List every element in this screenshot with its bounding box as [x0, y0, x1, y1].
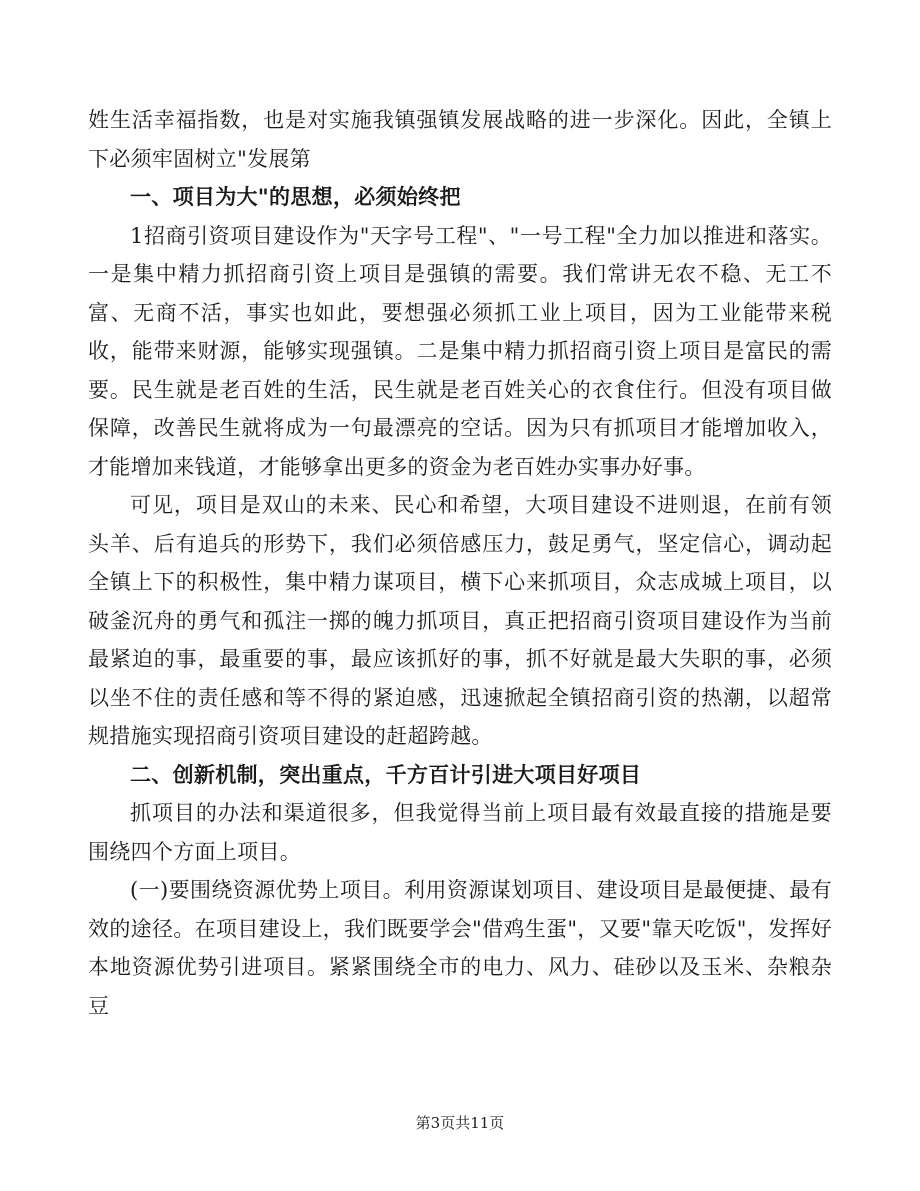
page-number-footer: 第3页共11页	[415, 1114, 505, 1132]
paragraph-project-future: 可见，项目是双山的未来、民心和希望，大项目建设不进则退，在前有领头羊、后有追兵的形势下，我们必须倍感压力，鼓足勇气，坚定信心，调动起全镇上下的积极性，集中精力谋项目，横下心来抓项目，众志成城上项目，以破釜沉舟的勇气和孤注一掷的魄力抓项目，真正把招商引资项目建设作为当前最紧迫的事，最重要的事，最应该抓好的事，抓不好就是最大失职的事，必须以坐不住的责任感和等不得的紧迫感，迅速掀起全镇招商引资的热潮，以超常规措施实现招商引资项目建设的赶超跨越。	[88, 493, 832, 748]
paragraph-continuation: 姓生活幸福指数，也是对实施我镇强镇发展战略的进一步深化。因此，全镇上下必须牢固树立"发展第	[88, 108, 832, 171]
paragraph-project-importance: 1招商引资项目建设作为"天字号工程"、"一号工程"全力加以推进和落实。一是集中精力抓招商引资上项目是强镇的需要。我们常讲无农不稳、无工不富、无商不活，事实也如此，要想强必须抓工业上项目，因为工业能带来税收，能带来财源，能够实现强镇。二是集中精力抓招商引资上项目是富民的需要。民生就是老百姓的生活，民生就是老百姓关心的衣食住行。但没有项目做保障，改善民生就将成为一句最漂亮的空话。因为只有抓项目才能增加收入，才能增加来钱道，才能够拿出更多的资金为老百姓办实事办好事。	[88, 223, 832, 479]
paragraph-resource-advantage: (一)要围绕资源优势上项目。利用资源谋划项目、建设项目是最便捷、最有效的途径。在项目建设上，我们既要学会"借鸡生蛋"，又要"靠天吃饭"，发挥好本地资源优势引进项目。紧紧围绕全市的电力、风力、硅砂以及玉米、杂粮杂豆	[88, 878, 832, 1018]
section-heading-1: 一、项目为大"的思想，必须始终把	[130, 185, 461, 209]
document-body	[88, 101, 832, 1025]
section-heading-2: 二、创新机制，突出重点，千方百计引进大项目好项目	[130, 762, 642, 787]
paragraph-four-aspects: 抓项目的办法和渠道很多，但我觉得当前上项目最有效最直接的措施是要围绕四个方面上项目。	[88, 801, 832, 864]
